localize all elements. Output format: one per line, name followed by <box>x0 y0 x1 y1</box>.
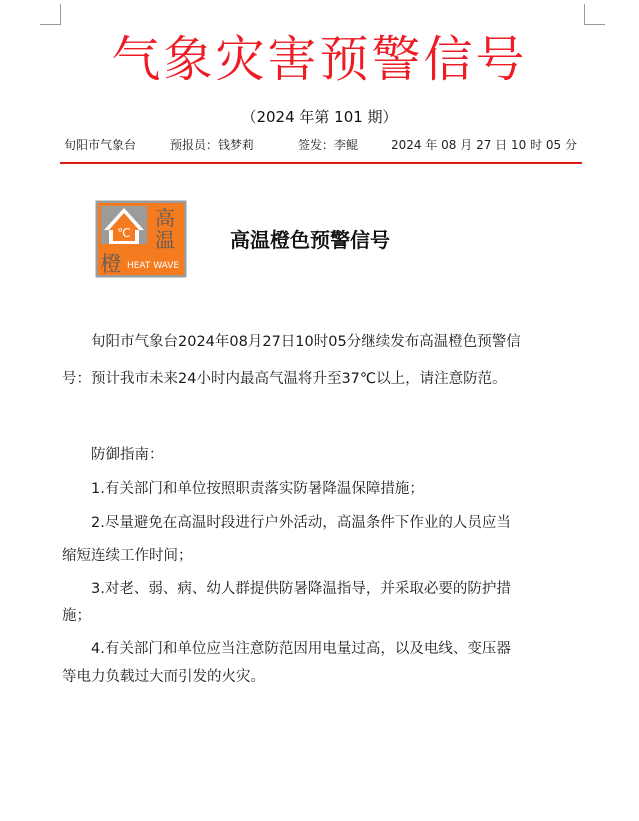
document-meta <box>64 136 584 154</box>
icon-heat-wave-label: HEAT WAVE <box>126 261 180 271</box>
high-temperature-orange-warning-icon <box>95 200 187 278</box>
guide-item-4-line-2: 等电力负载过大而引发的火灾。 <box>62 669 265 685</box>
guide-title: 防御指南： <box>91 447 164 463</box>
document-title: 气象灾害预警信号 <box>111 31 528 88</box>
reporter: 预报员：钱梦莉 <box>170 138 255 152</box>
icon-char-gao: 高 <box>155 206 175 230</box>
issue-datetime: 2024 年 08 月 27 日 10 时 05 分 <box>391 138 577 152</box>
guide-item-3-line-2: 施； <box>62 608 91 624</box>
guide-item-2-line-1: 2.尽量避免在高温时段进行户外活动，高温条件下作业的人员应当 <box>91 515 511 531</box>
announcement-line-2: 号：预计我市未来24小时内最高气温将升至37℃以上，请注意防范。 <box>62 371 507 387</box>
icon-char-cheng: 橙 <box>100 252 122 276</box>
celsius-symbol: ℃ <box>117 226 131 240</box>
guide-item-3-line-1: 3.对老、弱、病、幼人群提供防暑降温指导，并采取必要的防护措 <box>91 581 511 597</box>
issue-number: （2024 年第 101 期） <box>241 108 398 126</box>
signal-name: 高温橙色预警信号 <box>230 228 390 252</box>
issuer: 签发：李鲲 <box>298 138 359 152</box>
header-divider <box>60 162 582 164</box>
guide-item-1: 1.有关部门和单位按照职责落实防暑降温保障措施； <box>91 481 424 497</box>
icon-char-wen: 温 <box>155 228 175 252</box>
announcement-line-1: 旬阳市气象台2024年08月27日10时05分继续发布高温橙色预警信 <box>91 334 521 350</box>
station-name: 旬阳市气象台 <box>64 138 137 152</box>
guide-item-2-line-2: 缩短连续工作时间； <box>62 548 193 564</box>
guide-item-4-line-1: 4.有关部门和单位应当注意防范因用电量过高，以及电线、变压器 <box>91 641 511 657</box>
